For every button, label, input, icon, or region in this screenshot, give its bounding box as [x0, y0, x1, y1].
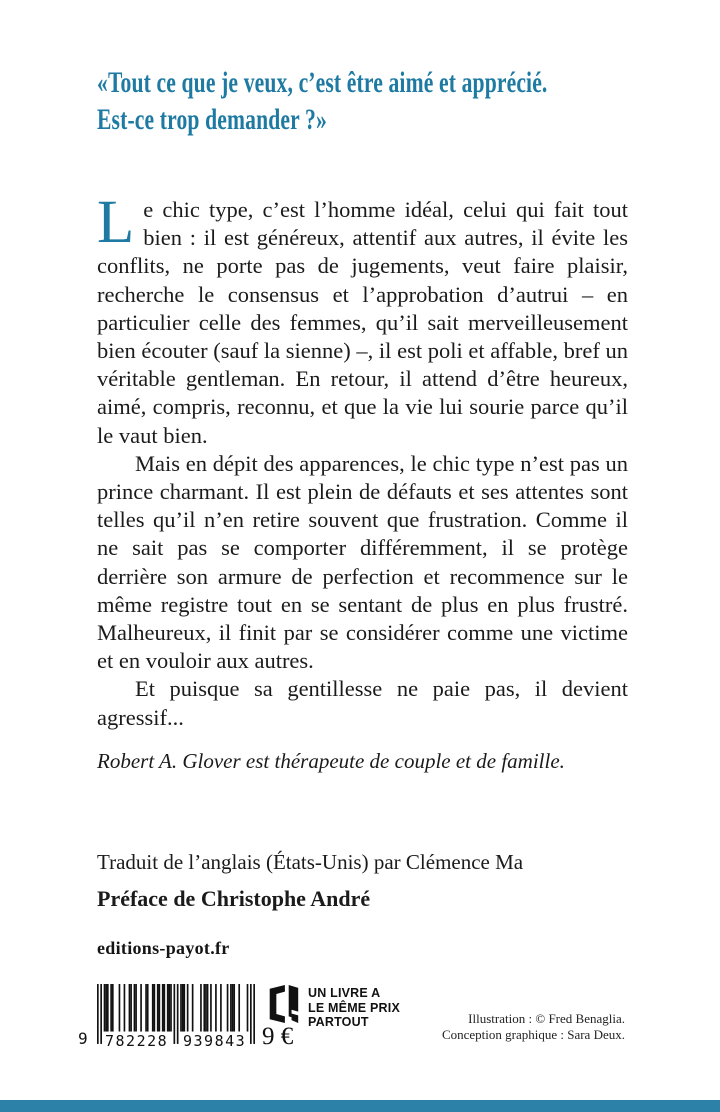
- synopsis-text: [97, 189, 628, 732]
- price-logo-text: [308, 986, 400, 1030]
- synopsis-paragraph-1: [97, 189, 628, 450]
- tagline-quote-line2: Est-ce trop demander ?»: [97, 103, 327, 136]
- ean-right-group: 939843: [183, 1032, 247, 1050]
- tagline-quote-line1: «Tout ce que je veux, c’est être aimé et apprécié.: [97, 66, 548, 99]
- author-bio-note: Robert A. Glover est thérapeute de couple et de famille.: [97, 749, 565, 773]
- synopsis-paragraph-2: Mais en dépit des apparences, le chic type n’est pas un prince charmant. Il est plein de défauts et ses attentes sont telles qu’il n’en retire souvent que frustration. Comme il ne sait pas se comporter différemment, il se protège derrière son armure de perfection et recommence sur le même registre tout en se sentant de plus en plus frustré. Malheureux, il finit par se considérer comme une victime et en vouloir aux autres.: [97, 450, 628, 674]
- ean-barcode: [78, 984, 255, 1050]
- drop-cap: L: [97, 189, 135, 256]
- price-logo-line1: UN LIVRE A: [308, 986, 381, 1000]
- preface-line: Préface de Christophe André: [97, 886, 371, 911]
- price-logo-line3: PARTOUT: [308, 1015, 369, 1029]
- design-credits: [442, 1011, 625, 1042]
- open-book-icon: [264, 983, 302, 1025]
- illustration-credit: Illustration : © Fred Benaglia.: [468, 1011, 625, 1026]
- ean-left-group: 782228: [105, 1032, 169, 1050]
- ean-leading-digit: 9: [78, 1029, 88, 1048]
- cover-bottom-band: [0, 1100, 720, 1112]
- ean-digit-groups: [97, 1032, 255, 1049]
- price-label: 9 €: [262, 1023, 294, 1050]
- price-logo-line2: LE MÊME PRIX: [308, 1000, 400, 1015]
- graphic-design-credit: Conception graphique : Sara Deux.: [441, 1026, 625, 1042]
- translator-line: Traduit de l’anglais (États-Unis) par Clémence Ma: [97, 850, 524, 874]
- tagline-quote: [97, 64, 644, 138]
- publisher-website: editions-payot.fr: [97, 938, 230, 958]
- translation-credits: [97, 850, 637, 923]
- synopsis-paragraph-1-text: e chic type, c’est l’homme idéal, celui qui fait tout bien : il est généreux, attentif aux autres, il évite les conflits, ne porte pas de jugements, veut faire plaisir, recherche le consensus et l’approbation d’autrui – en particulier celle des femmes, qu’il sait merveilleusement bien écouter (sauf la sienne) –, il est poli et affable, bref un véritable gentleman. En retour, il attend d’être heureux, aimé, compris, reconnu, et que la vie lui sourie parce qu’il le vaut bien.: [97, 197, 628, 448]
- synopsis-paragraph-3: Et puisque sa gentillesse ne paie pas, il devient agressif...: [97, 676, 628, 730]
